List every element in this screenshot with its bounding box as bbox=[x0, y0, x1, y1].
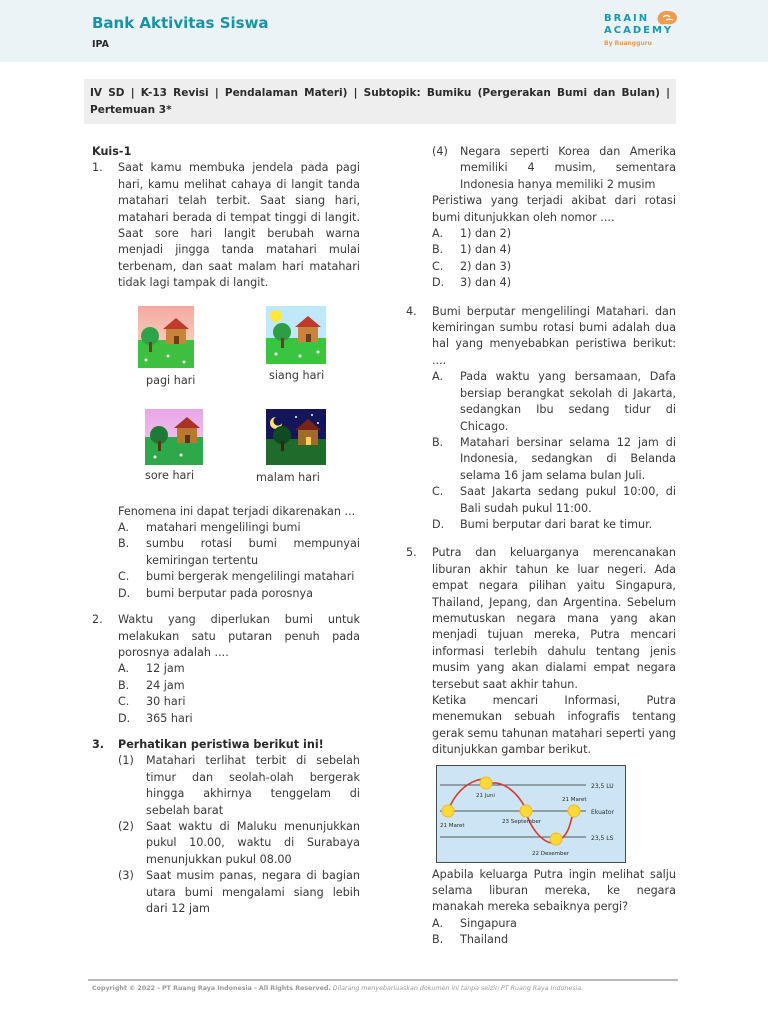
option-c[interactable] bbox=[432, 484, 676, 517]
question-4 bbox=[406, 304, 676, 534]
question-stem: Fenomena ini dapat terjadi dikarenakan ... bbox=[118, 504, 356, 518]
caption-sore: sore hari bbox=[145, 469, 195, 482]
option-text: 365 hari bbox=[146, 711, 193, 725]
footer-notice: Dilarang menyebarluaskan dokumen ini tanpa seizin PT Ruang Raya Indonesia. bbox=[332, 985, 584, 992]
label-21-juni: 21 Juni bbox=[476, 792, 495, 799]
spacer bbox=[406, 292, 676, 304]
malam-hari-image bbox=[266, 409, 326, 465]
option-text: bumi berputar pada porosnya bbox=[146, 586, 313, 600]
option-d[interactable] bbox=[118, 586, 360, 602]
spacer bbox=[406, 533, 676, 545]
question-1 bbox=[92, 160, 360, 291]
footer-divider bbox=[88, 979, 678, 981]
question-3 bbox=[92, 737, 360, 917]
question-number: 4. bbox=[406, 304, 417, 318]
statement-text: Saat musim panas, negara di bagian utara bumi mengalami siang lebih dari 12 jam bbox=[146, 869, 360, 915]
footer-copyright: Copyright © 2022 - PT Ruang Raya Indonesia - All Rights Reserved. bbox=[92, 985, 331, 992]
label-23-5-lu: 23,5 LU bbox=[591, 782, 614, 790]
question-number: 5. bbox=[406, 546, 417, 560]
option-c[interactable] bbox=[432, 259, 676, 275]
statement-label: (4) bbox=[432, 145, 448, 158]
siang-hari-image bbox=[266, 306, 326, 364]
question-text: Perhatikan peristiwa berikut ini! bbox=[118, 737, 324, 751]
label-21-maret-left: 21 Maret bbox=[440, 822, 465, 829]
question-number: 2. bbox=[92, 613, 103, 627]
option-a[interactable] bbox=[432, 916, 676, 932]
option-text: 2) dan 3) bbox=[460, 259, 512, 273]
option-label: A. bbox=[432, 916, 444, 930]
option-text: sumbu rotasi bumi mempunyai kemiringan tertentu bbox=[146, 537, 360, 567]
option-label: C. bbox=[118, 695, 130, 709]
question-text-2: Ketika mencari Informasi, Putra menemukan sebuah infografis tentang gerak semu tahunan matahari seperti yang ditunjukkan gambar berikut. bbox=[432, 694, 676, 757]
spacer bbox=[92, 602, 360, 612]
option-label: B. bbox=[432, 933, 444, 947]
label-ekuator: Ekuator bbox=[591, 808, 615, 816]
option-text: Pada waktu yang bersamaan, Dafa bersiap berangkat sekolah di Jakarta, sedangkan Ibu sedang tidur di Chicago. bbox=[460, 370, 676, 433]
question-number: 3. bbox=[92, 737, 105, 751]
right-column bbox=[406, 144, 676, 949]
option-label: D. bbox=[432, 517, 445, 531]
option-text: bumi bergerak mengelilingi matahari bbox=[146, 570, 355, 584]
statement-text: Matahari terlihat terbit di sebelah timur dan seolah-olah bergerak hingga akhirnya tenggelam di sebelah barat bbox=[146, 754, 360, 817]
question-text: Bumi berputar mengelilingi Matahari. dan kemiringan sumbu rotasi bumi adalah dua hal yang menyebabkan peristiwa berikut: .... bbox=[432, 304, 676, 367]
option-c[interactable] bbox=[118, 694, 360, 710]
page-header bbox=[0, 0, 768, 62]
statement-label: (1) bbox=[118, 754, 134, 768]
logo-line-3: By Ruangguru bbox=[604, 40, 652, 47]
question-5 bbox=[406, 545, 676, 948]
statement-2 bbox=[118, 819, 360, 868]
option-text: 1) dan 4) bbox=[460, 243, 512, 257]
option-text: 1) dan 2) bbox=[460, 227, 512, 241]
question-text: Putra dan keluarganya merencanakan liburan akhir tahun ke luar negeri. Ada empat negara pilihan yaitu Singapura, Thailand, Jepang, dan Argentina. Sebelum memutuskan negara mana yang akan menjadi tujuan mereka, Putra mencari informasi terlebih dahulu tentang jenis musim yang akan dialami empat negara tersebut saat akhir tahun. bbox=[432, 546, 676, 691]
statement-label: (3) bbox=[118, 869, 134, 883]
option-text: Thailand bbox=[460, 933, 509, 947]
option-b[interactable] bbox=[432, 435, 676, 484]
statement-1 bbox=[118, 753, 360, 819]
option-text: Bumi berputar dari barat ke timur. bbox=[460, 517, 653, 531]
brain-icon bbox=[654, 9, 680, 29]
brain-academy-logo bbox=[600, 9, 682, 53]
option-a[interactable] bbox=[118, 661, 360, 677]
option-label: B. bbox=[118, 678, 130, 692]
option-label: D. bbox=[118, 711, 131, 725]
sore-hari-image bbox=[145, 409, 203, 465]
option-b[interactable] bbox=[118, 678, 360, 694]
topic-bar: IV SD | K-13 Revisi | Pendalaman Materi) | Subtopik: Bumiku (Pergerakan Bumi dan Bulan) | Pertemuan 3* bbox=[84, 79, 676, 124]
pagi-hari-image bbox=[138, 306, 194, 368]
spacer bbox=[92, 727, 360, 737]
label-22-desember: 22 Desember bbox=[532, 850, 570, 857]
option-label: B. bbox=[118, 537, 130, 551]
caption-pagi: pagi hari bbox=[146, 374, 196, 387]
option-label: C. bbox=[432, 259, 444, 273]
option-label: A. bbox=[432, 227, 444, 241]
option-text: matahari mengelilingi bumi bbox=[146, 521, 301, 535]
option-d[interactable] bbox=[432, 275, 676, 291]
option-label: D. bbox=[432, 276, 445, 290]
page-footer bbox=[92, 985, 692, 992]
option-text: Matahari bersinar selama 12 jam di Indonesia, sedangkan di Belanda selama 16 jam selama bulan Juli. bbox=[460, 435, 676, 482]
option-label: A. bbox=[118, 521, 130, 535]
statement-4 bbox=[432, 144, 676, 193]
option-text: Singapura bbox=[460, 916, 517, 930]
option-a[interactable] bbox=[118, 520, 360, 536]
statement-text: Saat waktu di Maluku menunjukkan pukul 10.00, waktu di Surabaya menunjukkan pukul 08.00 bbox=[146, 819, 360, 866]
option-text: 3) dan 4) bbox=[460, 276, 512, 290]
label-21-maret-right: 21 Maret bbox=[562, 796, 587, 803]
header-subject: IPA bbox=[92, 39, 109, 50]
question-text: Waktu yang diperlukan bumi untuk melakukan satu putaran penuh pada porosnya adalah .... bbox=[118, 613, 360, 659]
option-a[interactable] bbox=[432, 226, 676, 242]
question-text: Saat kamu membuka jendela pada pagi hari, kamu melihat cahaya di langit tanda matahari telah terbit. Saat siang hari, matahari berada di tempat tinggi di langit. Saat sore hari langit berubah warna menjadi jingga tanda matahari mulai terbenam, dan saat malam hari matahari tidak lagi tampak di langit. bbox=[118, 161, 360, 290]
option-c[interactable] bbox=[118, 569, 360, 585]
caption-malam: malam hari bbox=[256, 471, 320, 484]
option-d[interactable] bbox=[118, 711, 360, 727]
caption-siang: siang hari bbox=[269, 369, 325, 382]
option-a[interactable] bbox=[432, 369, 676, 435]
label-23-5-ls: 23,5 LS bbox=[591, 834, 614, 842]
option-label: B. bbox=[432, 243, 444, 257]
question-stem: Peristiwa yang terjadi akibat dari rotasi bumi ditunjukkan oleh nomor .... bbox=[432, 194, 676, 224]
statement-3 bbox=[118, 868, 360, 917]
option-b[interactable] bbox=[118, 536, 360, 569]
question-number: 1. bbox=[92, 161, 103, 175]
question-stem: Apabila keluarga Putra ingin melihat salju selama liburan mereka, ke negara manakah mereka sebaiknya pergi? bbox=[432, 867, 676, 914]
left-column bbox=[92, 144, 360, 917]
label-23-september: 23 September bbox=[502, 818, 542, 825]
option-label: B. bbox=[432, 435, 444, 449]
header-title: Bank Aktivitas Siswa bbox=[92, 14, 269, 32]
option-b[interactable] bbox=[432, 242, 676, 258]
logo-line-1: BRAIN bbox=[604, 13, 650, 24]
statement-label: (2) bbox=[118, 819, 134, 833]
logo-line-2: ACADEMY bbox=[604, 25, 674, 36]
option-d[interactable] bbox=[432, 517, 676, 533]
sun-apparent-motion-diagram bbox=[436, 765, 626, 863]
option-text: 24 jam bbox=[146, 678, 185, 692]
option-text: 12 jam bbox=[146, 662, 185, 676]
option-label: A. bbox=[432, 370, 444, 384]
statement-text: Negara seperti Korea dan Amerika memiliki 4 musim, sementara Indonesia hanya memiliki 2 musim bbox=[460, 145, 676, 191]
option-label: C. bbox=[432, 485, 444, 499]
question-2 bbox=[92, 612, 360, 727]
option-text: 30 hari bbox=[146, 695, 186, 709]
option-label: C. bbox=[118, 570, 130, 584]
question-1-body bbox=[92, 504, 360, 602]
option-b[interactable] bbox=[432, 932, 676, 948]
option-text: Saat Jakarta sedang pukul 10:00, di Bali sudah pukul 11:00. bbox=[460, 485, 676, 515]
option-label: A. bbox=[118, 662, 130, 676]
question-3-continued bbox=[406, 144, 676, 292]
kuis-label: Kuis-1 bbox=[92, 145, 132, 158]
option-label: D. bbox=[118, 586, 131, 600]
